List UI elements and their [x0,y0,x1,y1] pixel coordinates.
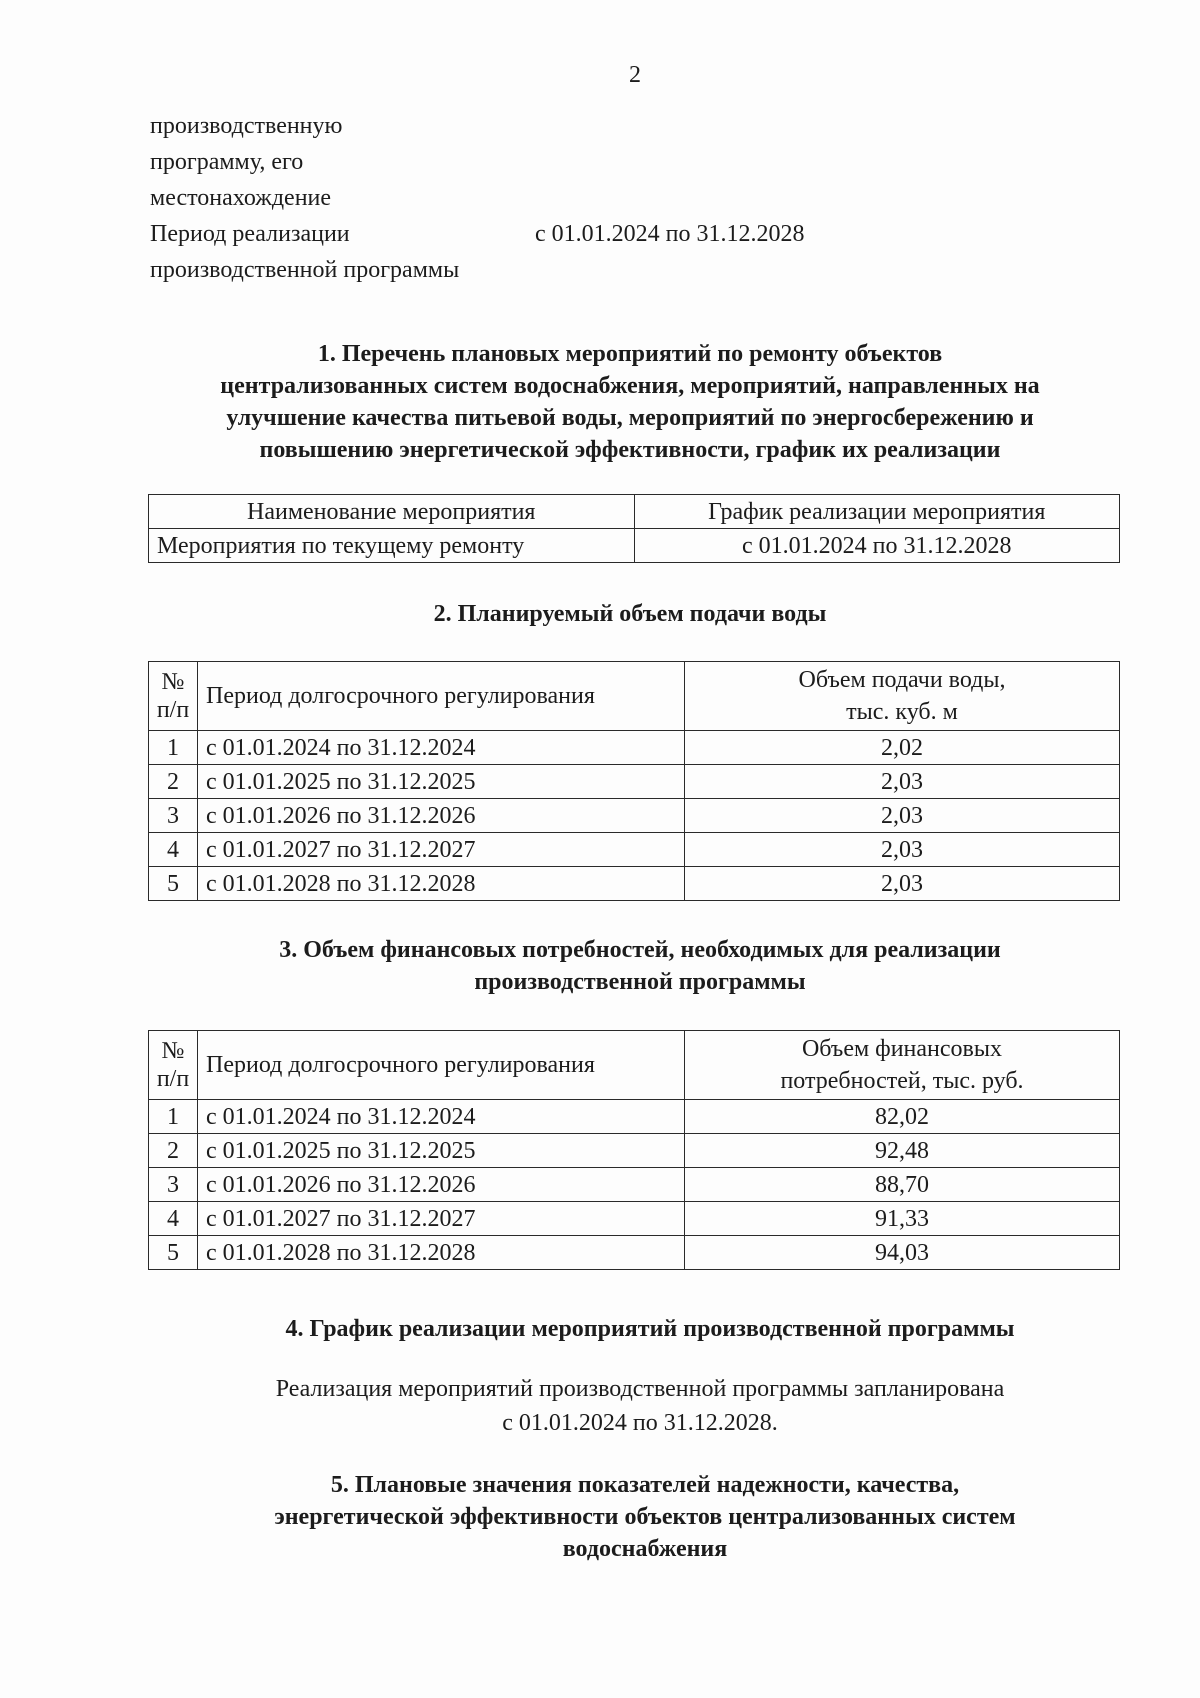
row-number: 5 [149,867,198,901]
section-4-heading: 4. График реализации мероприятий производственной программы [285,1316,1015,1342]
row-value: 2,03 [685,833,1120,867]
row-period: с 01.01.2027 по 31.12.2027 [198,1202,685,1236]
table-header: Период долгосрочного регулирования [198,1031,685,1100]
row-period: с 01.01.2024 по 31.12.2024 [198,1100,685,1134]
row-period: с 01.01.2028 по 31.12.2028 [198,1236,685,1270]
financial-needs-table [148,1030,1120,1270]
row-number: 2 [149,1134,198,1168]
heading-line: 5. Плановые значения показателей надежности, качества, [330,1472,960,1498]
row-number: 2 [149,765,198,799]
table-row [149,1100,1120,1134]
table-row [149,799,1120,833]
row-period: с 01.01.2028 по 31.12.2028 [198,867,685,901]
table-row [149,1168,1120,1202]
table-row [149,867,1120,901]
intro-line: программу, его [150,149,304,175]
intro-line: производственную [150,113,343,139]
period-label: Период реализации [150,221,350,247]
period-row [150,216,1100,252]
table-cell: Мероприятия по текущему ремонту [149,529,635,563]
row-number: 1 [149,731,198,765]
row-period: с 01.01.2026 по 31.12.2026 [198,1168,685,1202]
table-row [149,833,1120,867]
table-cell: с 01.01.2024 по 31.12.2028 [634,529,1120,563]
page-number: 2 [629,62,641,88]
table-row [149,731,1120,765]
text-line: Реализация мероприятий производственной программы запланирована [275,1376,1005,1402]
section-2-heading: 2. Планируемый объем подачи воды [433,601,827,627]
table-header: № п/п [149,662,198,731]
section-1-heading [140,338,1120,466]
intro-line: местонахождение [150,185,332,211]
row-value: 2,03 [685,867,1120,901]
row-value: 91,33 [685,1202,1120,1236]
row-period: с 01.01.2025 по 31.12.2025 [198,765,685,799]
heading-line: улучшение качества питьевой воды, мероприятий по энергосбережению и [226,405,1034,431]
period-label-cont: производственной программы [150,257,460,283]
row-period: с 01.01.2024 по 31.12.2024 [198,731,685,765]
row-value: 88,70 [685,1168,1120,1202]
row-period: с 01.01.2027 по 31.12.2027 [198,833,685,867]
row-number: 3 [149,799,198,833]
intro-block [150,108,1100,288]
table-row [149,1236,1120,1270]
row-number: 1 [149,1100,198,1134]
table-header: Объем подачи воды, тыс. куб. м [685,662,1120,731]
table-header: Период долгосрочного регулирования [198,662,685,731]
table-row [149,529,1120,563]
heading-line: производственной программы [474,969,806,995]
row-value: 94,03 [685,1236,1120,1270]
section-4-text [150,1372,1130,1440]
row-number: 5 [149,1236,198,1270]
water-supply-table [148,661,1120,901]
activities-table [148,494,1120,563]
heading-line: централизованных систем водоснабжения, мероприятий, направленных на [220,373,1040,399]
heading-line: повышению энергетической эффективности, график их реализации [259,437,1001,463]
text-line: с 01.01.2024 по 31.12.2028. [502,1410,778,1436]
table-row [149,1134,1120,1168]
table-header: График реализации мероприятия [634,495,1120,529]
row-number: 4 [149,1202,198,1236]
section-3-heading [150,934,1130,998]
table-row [149,765,1120,799]
period-value: с 01.01.2024 по 31.12.2028 [535,221,805,247]
row-value: 2,03 [685,799,1120,833]
row-period: с 01.01.2026 по 31.12.2026 [198,799,685,833]
heading-line: 3. Объем финансовых потребностей, необходимых для реализации [279,937,1001,963]
row-value: 82,02 [685,1100,1120,1134]
row-number: 3 [149,1168,198,1202]
row-value: 2,02 [685,731,1120,765]
table-header: Наименование мероприятия [149,495,635,529]
heading-line: энергетической эффективности объектов централизованных систем [274,1504,1016,1530]
table-header: Объем финансовых потребностей, тыс. руб. [685,1031,1120,1100]
row-value: 2,03 [685,765,1120,799]
row-number: 4 [149,833,198,867]
row-period: с 01.01.2025 по 31.12.2025 [198,1134,685,1168]
table-header: № п/п [149,1031,198,1100]
row-value: 92,48 [685,1134,1120,1168]
heading-line: водоснабжения [562,1536,728,1562]
section-5-heading [155,1469,1135,1565]
heading-line: 1. Перечень плановых мероприятий по ремонту объектов [317,341,943,367]
table-row [149,1202,1120,1236]
